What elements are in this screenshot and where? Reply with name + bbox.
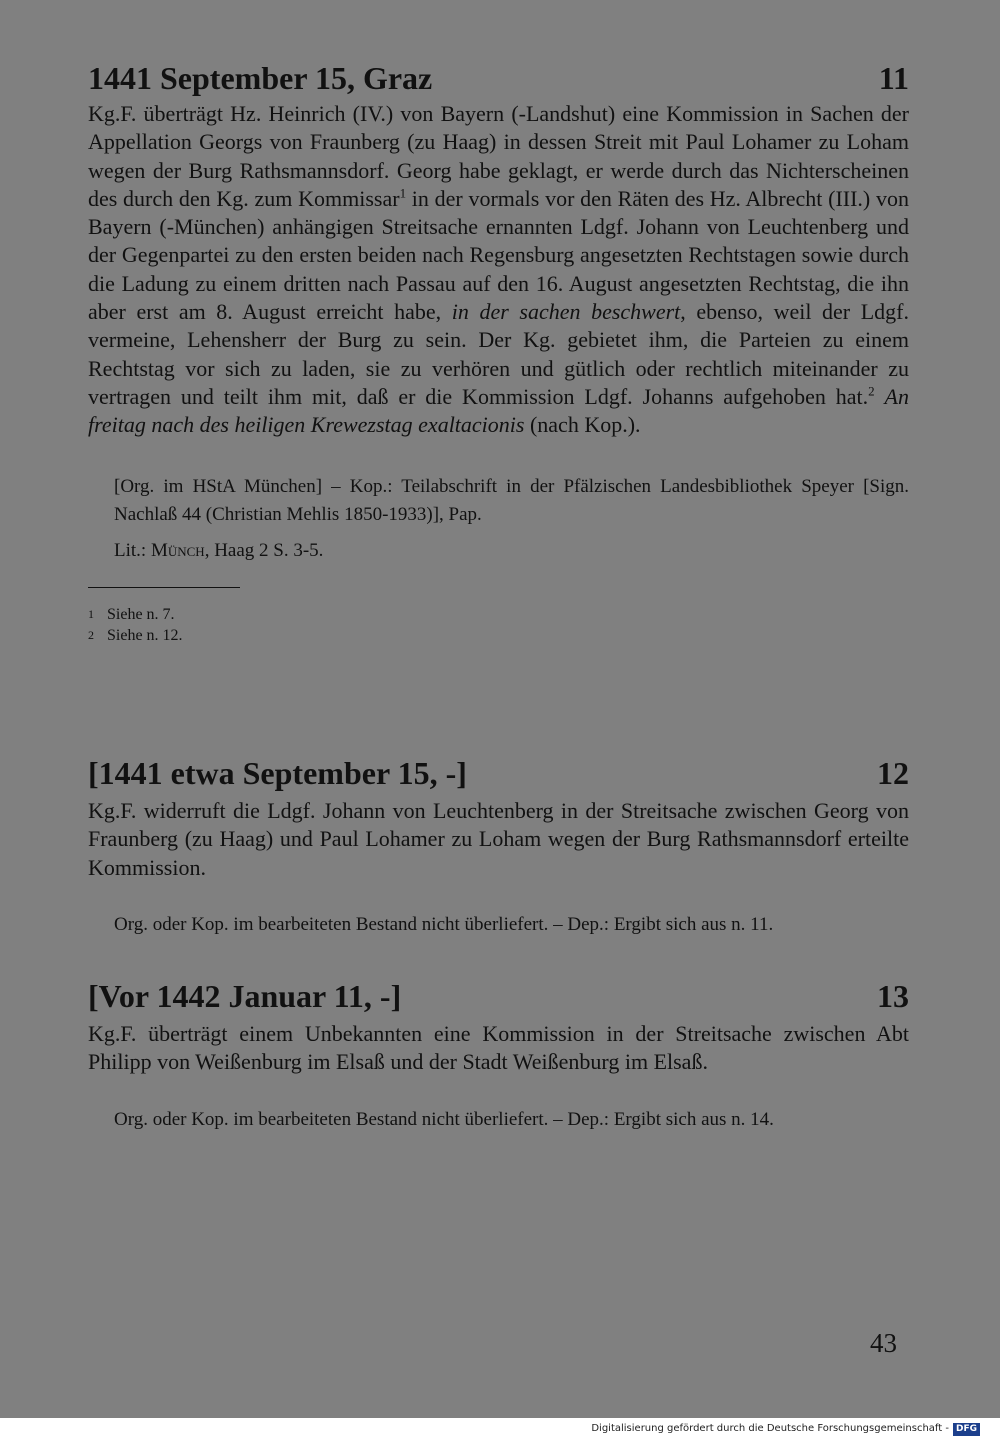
dfg-logo: DFG xyxy=(953,1423,980,1436)
entry-heading xyxy=(88,753,909,793)
footnote: 1 Siehe n. 7. xyxy=(88,605,175,623)
footer-text: Digitalisierung gefördert durch die Deutsche Forschungsgemeinschaft - xyxy=(591,1423,949,1434)
source-note: Org. oder Kop. im bearbeiteten Bestand nicht überliefert. – Dep.: Ergibt sich aus n. 11. xyxy=(114,913,774,935)
footnote-divider xyxy=(88,587,240,588)
entry-number: 13 xyxy=(877,978,909,1014)
dating-clause: An freitag nach des heiligen Krewezstag exaltacionis xyxy=(88,383,909,438)
entry-regest: Kg.F. überträgt Hz. Heinrich (IV.) von Bayern (-Landshut) eine Kommission in Sachen der Appellation Georgs von Fraunberg (zu Haag) in dessen Streit mit Paul Lohamer zu Loham wegen der Burg Rathsmannsdorf. Georg habe geklagt, er werde durch das Nichterscheinen des durch den Kg. zum Kommissar$^1$ in der vormals vor den Räten des Hz. Albrecht (III.) von Bayern (-München) anhängigen Streitsache ernannten Ldgf. Johann von Leuchtenberg und der Gegenpartei zu den ersten beiden nach Regensburg angesetzten Rechtstagen sowie durch die Ladung zu einem dritten nach Passau auf den 16. August angesetzten Rechtstag, die ihn aber erst am 8. August erreicht habe, in der sachen beschwert, ebenso, weil der Ldgf. vermeine, Lehensherr der Burg zu sein. Der Kg. gebietet ihm, die Parteien zu einem Rechtstag vor sich zu laden, sie zu verhören und gütlich oder rechtlich miteinander zu vertragen und teilt ihm mit, daß er die Kommission Ldgf. Johanns aufgehoben hat.$^2$ An freitag nach des heiligen Krewezstag exaltacionis (nach Kop.). xyxy=(88,101,910,438)
entry-number: 12 xyxy=(877,755,909,791)
page-number: 43 xyxy=(870,1328,897,1358)
entry-12 xyxy=(88,753,909,939)
footnote: 2 Siehe n. 12. xyxy=(88,626,183,644)
literature-note: Lit.: Münch, Haag 2 S. 3-5. xyxy=(114,539,324,561)
entry-13 xyxy=(88,976,909,1134)
footnotes xyxy=(88,604,909,646)
entry-date-place: [1441 etwa September 15, -] xyxy=(88,755,467,791)
footnote-ref: 2 xyxy=(868,383,875,399)
entry-date-place: 1441 September 15, Graz xyxy=(88,60,433,96)
entry-heading xyxy=(88,58,909,98)
quoted-phrase: in der sachen beschwert xyxy=(451,299,681,325)
funding-footer xyxy=(591,1422,980,1436)
entry-number: 11 xyxy=(878,60,909,96)
source-note: Org. oder Kop. im bearbeiteten Bestand nicht überliefert. – Dep.: Ergibt sich aus n. 14. xyxy=(114,1108,774,1130)
footnote-ref: 1 xyxy=(399,185,407,201)
source-note: [Org. im HStA München] – Kop.: Teilabschrift in der Pfälzischen Landesbibliothek Speyer [Sign. Nachlaß 44 (Christian Mehlis 1850-1933)], Pap. xyxy=(114,475,909,525)
entry-regest: Kg.F. widerruft die Ldgf. Johann von Leuchtenberg in der Streitsache zwischen Georg von Fraunberg (zu Haag) und Paul Lohamer zu Loham wegen der Burg Rathsmannsdorf erteilte Kommission. xyxy=(88,798,909,880)
entry-11 xyxy=(88,58,909,646)
entry-date-place: [Vor 1442 Januar 11, -] xyxy=(88,978,402,1014)
entry-regest: Kg.F. überträgt einem Unbekannten eine Kommission in der Streitsache zwischen Abt Philipp von Weißenburg im Elsaß und der Stadt Weißenburg im Elsaß. xyxy=(88,1021,909,1075)
entry-heading xyxy=(88,976,909,1016)
